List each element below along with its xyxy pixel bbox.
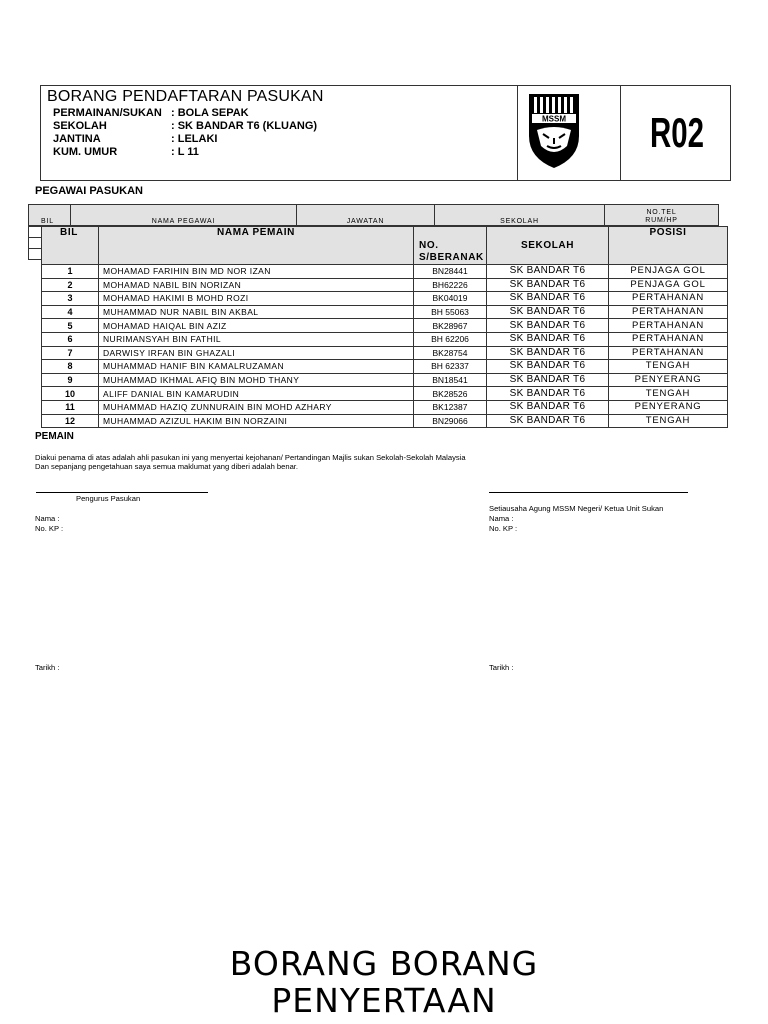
birth-cert-number: BH 62206 <box>414 332 487 346</box>
player-position: PENYERANG <box>609 373 728 387</box>
birth-cert-number: BN18541 <box>414 373 487 387</box>
birth-cert-number: BH 55063 <box>414 305 487 319</box>
table-row <box>42 319 728 333</box>
birth-cert-number: BK28754 <box>414 346 487 360</box>
info-row-sekolah <box>53 120 317 132</box>
header-cell: BIL <box>42 227 99 265</box>
info-row-jantina <box>53 133 217 145</box>
player-number: 1 <box>42 265 99 279</box>
player-name: ALIFF DANIAL BIN KAMARUDIN <box>99 387 414 401</box>
table-row <box>42 305 728 319</box>
info-row-sukan <box>53 107 249 119</box>
footer-caption <box>0 945 768 1019</box>
player-school: SK BANDAR T6 <box>487 400 609 414</box>
header-line: S/BERANAK <box>419 252 484 263</box>
header-line: RUM/HP <box>645 217 678 224</box>
player-number: 3 <box>42 292 99 306</box>
birth-cert-number: BN28441 <box>414 265 487 279</box>
logo-text: MSSM <box>542 114 566 124</box>
player-school: SK BANDAR T6 <box>487 305 609 319</box>
header-divider <box>620 86 621 180</box>
form-header <box>40 85 731 181</box>
nokp-label-right: No. KP : <box>489 524 518 533</box>
nama-label-right: Nama : <box>489 514 514 523</box>
table-row <box>42 400 728 414</box>
birth-cert-number: BK04019 <box>414 292 487 306</box>
header-cell <box>414 227 487 265</box>
player-school: SK BANDAR T6 <box>487 414 609 428</box>
player-number: 6 <box>42 332 99 346</box>
table-row <box>42 265 728 279</box>
pemain-table-body <box>42 265 728 428</box>
birth-cert-number: BN29066 <box>414 414 487 428</box>
player-position: TENGAH <box>609 360 728 374</box>
player-number: 7 <box>42 346 99 360</box>
player-name: MOHAMAD HAIQAL BIN AZIZ <box>99 319 414 333</box>
footer-line: BORANG BORANG <box>229 944 539 983</box>
birth-cert-number: BK28967 <box>414 319 487 333</box>
player-position: PERTAHANAN <box>609 292 728 306</box>
player-position: PENJAGA GOL <box>609 278 728 292</box>
mssm-logo <box>527 90 581 170</box>
player-number: 8 <box>42 360 99 374</box>
header-cell: POSISI <box>609 227 728 265</box>
player-school: SK BANDAR T6 <box>487 373 609 387</box>
player-name: MUHAMMAD HAZIQ ZUNNURAIN BIN MOHD AZHARY <box>99 400 414 414</box>
signature-line-right <box>489 492 688 493</box>
player-position: PENJAGA GOL <box>609 265 728 279</box>
info-value: : L 11 <box>171 146 199 158</box>
table-row <box>42 414 728 428</box>
table-row <box>42 346 728 360</box>
player-name: NURIMANSYAH BIN FATHIL <box>99 332 414 346</box>
player-number: 11 <box>42 400 99 414</box>
player-position: PERTAHANAN <box>609 332 728 346</box>
player-school: SK BANDAR T6 <box>487 387 609 401</box>
player-position: PERTAHANAN <box>609 319 728 333</box>
tarikh-label-left: Tarikh : <box>35 663 60 672</box>
player-name: MOHAMAD NABIL BIN NORIZAN <box>99 278 414 292</box>
player-school: SK BANDAR T6 <box>487 319 609 333</box>
signature-title-left: Pengurus Pasukan <box>76 494 141 503</box>
header-line: NO. <box>419 240 439 251</box>
player-number: 4 <box>42 305 99 319</box>
header-cell: NAMA PEGAWAI <box>71 205 297 226</box>
player-number: 10 <box>42 387 99 401</box>
info-value: : SK BANDAR T6 (KLUANG) <box>171 120 318 132</box>
player-name: MUHAMMAD AZIZUL HAKIM BIN NORZAINI <box>99 414 414 428</box>
tarikh-label-right: Tarikh : <box>489 663 514 672</box>
nokp-label-left: No. KP : <box>35 524 64 533</box>
pegawai-section-title: PEGAWAI PASUKAN <box>35 185 143 197</box>
info-value: : BOLA SEPAK <box>171 107 249 119</box>
info-value: : LELAKI <box>171 133 218 145</box>
player-school: SK BANDAR T6 <box>487 360 609 374</box>
info-label: JANTINA <box>53 133 101 145</box>
player-number: 9 <box>42 373 99 387</box>
player-school: SK BANDAR T6 <box>487 265 609 279</box>
player-school: SK BANDAR T6 <box>487 292 609 306</box>
header-cell: JAWATAN <box>297 205 435 226</box>
player-name: DARWISY IRFAN BIN GHAZALI <box>99 346 414 360</box>
player-name: MUHAMMAD NUR NABIL BIN AKBAL <box>99 305 414 319</box>
player-position: PERTAHANAN <box>609 346 728 360</box>
signature-line-left <box>36 492 208 493</box>
table-row <box>42 387 728 401</box>
form-title: BORANG PENDAFTARAN PASUKAN <box>47 88 324 105</box>
player-name: MUHAMMAD IKHMAL AFIQ BIN MOHD THANY <box>99 373 414 387</box>
declaration-line: Dan sepanjang pengetahuan saya semua maklumat yang diberi adalah benar. <box>35 462 299 471</box>
pegawai-table <box>28 204 719 226</box>
player-position: TENGAH <box>609 414 728 428</box>
player-name: MOHAMAD FARIHIN BIN MD NOR IZAN <box>99 265 414 279</box>
table-row <box>42 373 728 387</box>
player-number: 5 <box>42 319 99 333</box>
form-code: R02 <box>650 109 704 156</box>
table-header-row <box>42 227 728 265</box>
header-cell <box>605 205 719 226</box>
table-row <box>42 278 728 292</box>
table-row <box>42 360 728 374</box>
player-position: PERTAHANAN <box>609 305 728 319</box>
table-header-row <box>29 205 719 226</box>
table-row <box>42 292 728 306</box>
header-cell: BIL <box>29 205 71 226</box>
nama-label-left: Nama : <box>35 514 60 523</box>
header-divider <box>517 86 518 180</box>
birth-cert-number: BK12387 <box>414 400 487 414</box>
player-name: MUHAMMAD HANIF BIN KAMALRUZAMAN <box>99 360 414 374</box>
header-cell: SEKOLAH <box>487 227 609 265</box>
header-cell: SEKOLAH <box>435 205 605 226</box>
player-school: SK BANDAR T6 <box>487 332 609 346</box>
footer-line: PENYERTAAN <box>271 981 497 1020</box>
pemain-label: PEMAIN <box>35 431 74 442</box>
info-label: KUM. UMUR <box>53 146 118 158</box>
info-label: PERMAINAN/SUKAN <box>53 107 162 119</box>
player-name: MOHAMAD HAKIMI B MOHD ROZI <box>99 292 414 306</box>
info-label: SEKOLAH <box>53 120 107 132</box>
signature-title-right: Setiausaha Agung MSSM Negeri/ Ketua Unit Sukan <box>489 504 664 513</box>
header-line: NO.TEL <box>646 209 677 216</box>
birth-cert-number: BH62226 <box>414 278 487 292</box>
player-position: TENGAH <box>609 387 728 401</box>
declaration-line: Diakui penama di atas adalah ahli pasukan ini yang menyertai kejohanan/ Pertandingan Majlis sukan Sekolah-Sekolah Malaysia <box>35 453 466 462</box>
player-number: 2 <box>42 278 99 292</box>
info-row-kum-umur <box>53 146 199 158</box>
birth-cert-number: BK28526 <box>414 387 487 401</box>
birth-cert-number: BH 62337 <box>414 360 487 374</box>
player-number: 12 <box>42 414 99 428</box>
header-cell: NAMA PEMAIN <box>99 227 414 265</box>
player-school: SK BANDAR T6 <box>487 278 609 292</box>
table-row <box>42 332 728 346</box>
pemain-table <box>41 226 728 428</box>
player-school: SK BANDAR T6 <box>487 346 609 360</box>
player-position: PENYERANG <box>609 400 728 414</box>
